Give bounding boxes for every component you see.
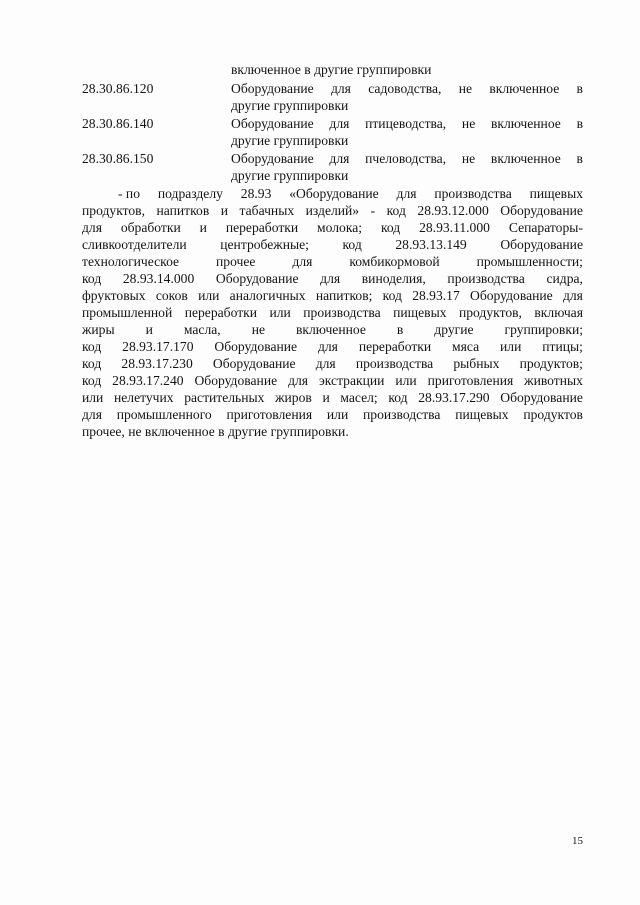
word: прочее — [216, 254, 256, 269]
word: Оборудование — [231, 116, 314, 131]
paragraph-line — [82, 202, 583, 219]
word: садоводства, — [368, 81, 442, 96]
word: Оборудование — [194, 373, 278, 388]
word: 28.93.17 — [412, 288, 460, 303]
word: и — [145, 322, 153, 337]
word: включенное — [490, 151, 561, 166]
entry-code: 28.30.86.150 — [82, 151, 154, 166]
paragraph-line — [82, 355, 583, 372]
entry-description — [231, 115, 583, 149]
word: и — [322, 390, 330, 405]
word: и — [199, 220, 207, 235]
entry-description — [231, 150, 583, 184]
word: масел; — [340, 390, 378, 405]
word: приготовления — [427, 373, 514, 388]
entry-description-line — [231, 80, 583, 97]
word: 28.93 — [240, 186, 272, 201]
word: Оборудование — [500, 390, 583, 405]
entry-code: 28.30.86.120 — [82, 81, 154, 96]
word: для — [320, 271, 341, 286]
paragraph-line — [82, 406, 583, 423]
word: в — [576, 81, 583, 96]
word: Оборудование — [212, 356, 296, 371]
word: мяса — [452, 339, 480, 354]
paragraph-line — [82, 304, 583, 321]
word: птицеводства, — [365, 116, 447, 131]
word: или — [198, 288, 220, 303]
body-paragraph — [82, 185, 583, 440]
entry-description-line — [231, 115, 583, 132]
word: 28.93.12.000 — [417, 203, 489, 218]
word: код — [382, 288, 402, 303]
word: для — [288, 373, 309, 388]
paragraph-line — [82, 236, 583, 253]
word: группировки; — [504, 322, 583, 337]
word: производства — [447, 271, 525, 286]
word: пищевых — [455, 407, 509, 422]
word: в — [576, 151, 583, 166]
word: продуктов, — [82, 203, 145, 218]
word: 28.93.14.000 — [122, 271, 195, 286]
word: производства — [303, 305, 381, 320]
word: для — [329, 116, 350, 131]
word: напитков — [156, 203, 210, 218]
word: код — [342, 237, 362, 252]
word: Сепараторы- — [508, 220, 583, 235]
word: или — [395, 373, 417, 388]
paragraph-line — [82, 389, 583, 406]
word: переработки — [225, 220, 299, 235]
word: «Оборудование — [289, 186, 379, 201]
word: не — [458, 81, 473, 96]
word: или — [500, 339, 522, 354]
word: рыбных — [453, 356, 500, 371]
word: включенное — [490, 116, 561, 131]
word: соков — [155, 288, 188, 303]
paragraph-line — [82, 423, 583, 440]
word: включенное — [489, 81, 560, 96]
word: переработки — [184, 305, 258, 320]
word: пищевых — [393, 305, 447, 320]
word: виноделия, — [361, 271, 426, 286]
word: для — [315, 356, 336, 371]
word: включенное — [296, 322, 366, 337]
word: продуктов — [523, 407, 583, 422]
word: центробежные; — [220, 237, 309, 252]
word: для — [82, 407, 102, 422]
word: жиров — [275, 390, 312, 405]
word: для — [82, 220, 102, 235]
word: комбикормовой — [349, 254, 440, 269]
word: 28.93.17.170 — [122, 339, 194, 354]
word: аналогичных — [229, 288, 306, 303]
word: подразделу — [157, 186, 223, 201]
word: производства — [434, 186, 512, 201]
word: приготовления — [226, 407, 313, 422]
word: жиры — [82, 322, 115, 337]
word: для — [329, 151, 350, 166]
word: пищевых — [529, 186, 583, 201]
page-number: 15 — [572, 835, 583, 847]
word: не — [461, 116, 476, 131]
word: птицы; — [542, 339, 583, 354]
word: производства — [355, 356, 434, 371]
word: 28.93.11.000 — [419, 220, 490, 235]
word: экстракции — [318, 373, 385, 388]
word: производства — [363, 407, 441, 422]
word: для — [396, 186, 417, 201]
paragraph-line — [82, 321, 583, 338]
word: для — [330, 81, 351, 96]
word: изделий» — [305, 203, 360, 218]
word: фруктовых — [82, 288, 146, 303]
word: технологическое — [82, 254, 180, 269]
word: нелетучих — [113, 390, 174, 405]
entry-description — [231, 80, 583, 114]
word: растительных — [184, 390, 265, 405]
word: в — [396, 322, 404, 337]
paragraph-line — [82, 270, 583, 287]
word: сидра, — [546, 271, 583, 286]
word: 28.93.17.240 — [112, 373, 184, 388]
entry-code: 28.30.86.140 — [82, 116, 154, 131]
word: Оборудование — [500, 237, 583, 252]
paragraph-line — [82, 185, 583, 202]
word: - по — [118, 186, 140, 201]
word: масла, — [183, 322, 221, 337]
word: для — [292, 254, 313, 269]
word: напитков; — [315, 288, 373, 303]
entry-description-line: другие группировки — [231, 133, 349, 148]
word: промышленной — [82, 305, 173, 320]
paragraph-line — [82, 253, 583, 270]
paragraph-line — [82, 338, 583, 355]
word: другие — [434, 322, 474, 337]
word: код — [82, 271, 102, 286]
word: Оборудование — [214, 339, 298, 354]
word: сливкоотделители — [82, 237, 187, 252]
word: не — [251, 322, 265, 337]
word: прочее, не включенное в другие группировки. — [82, 424, 349, 439]
word: не — [461, 151, 476, 166]
word: для — [562, 288, 583, 303]
word: код — [380, 220, 401, 235]
word: пчеловодства, — [365, 151, 447, 166]
paragraph-line — [82, 219, 583, 236]
word: табачных — [239, 203, 295, 218]
word: обработки — [120, 220, 181, 235]
word: код — [82, 339, 102, 354]
word: 28.93.17.290 — [418, 390, 490, 405]
word: продуктов, — [458, 305, 522, 320]
word: код — [82, 373, 102, 388]
paragraph-line — [82, 287, 583, 304]
entry-description-line: другие группировки — [231, 168, 349, 183]
word: код — [386, 203, 406, 218]
word: промышленного — [116, 407, 212, 422]
word: или — [326, 407, 349, 422]
word: код — [82, 356, 102, 371]
word: для — [317, 339, 338, 354]
word: и — [220, 203, 229, 218]
word: в — [576, 116, 583, 131]
word: молока; — [317, 220, 363, 235]
word: включая — [534, 305, 583, 320]
word: или — [82, 390, 104, 405]
word: - — [370, 203, 376, 218]
word: продуктов; — [519, 356, 583, 371]
word: код — [388, 390, 408, 405]
continuation-line: включенное в другие группировки — [231, 62, 432, 77]
word: животных — [524, 373, 583, 388]
word: 28.93.13.149 — [395, 237, 467, 252]
paragraph-line — [82, 372, 583, 389]
word: промышленности; — [476, 254, 583, 269]
word: или — [269, 305, 291, 320]
word: Оборудование — [470, 288, 553, 303]
word: Оборудование — [215, 271, 299, 286]
word: переработки — [358, 339, 432, 354]
word: Оборудование — [231, 151, 314, 166]
word: Оборудование — [231, 81, 314, 96]
entry-description-line: другие группировки — [231, 98, 349, 113]
word: 28.93.17.230 — [121, 356, 193, 371]
entry-description-line — [231, 150, 583, 167]
word: Оборудование — [500, 203, 583, 218]
